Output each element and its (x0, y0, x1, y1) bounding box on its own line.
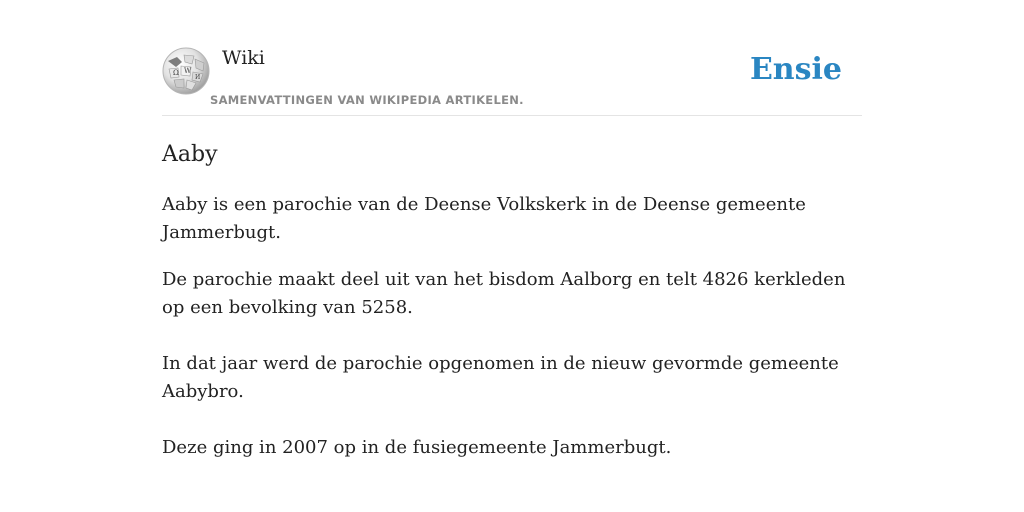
svg-text:W: W (184, 67, 192, 75)
article-paragraph: Deze ging in 2007 op in de fusiegemeente Jammerbugt. (162, 437, 672, 458)
page (162, 0, 862, 462)
article-paragraph: De parochie maakt deel uit van het bisdom Aalborg en telt 4826 kerkleden op een bevolking van 5258. (162, 269, 846, 318)
site-tagline: SAMENVATTINGEN VAN WIKIPEDIA ARTIKELEN. (210, 93, 524, 107)
svg-text:Ω: Ω (173, 69, 179, 77)
ensie-brand-link[interactable]: Ensie (749, 52, 842, 87)
article-paragraph: Aaby is een parochie van de Deense Volkskerk in de Deense gemeente Jammerbugt. (162, 194, 806, 243)
site-name[interactable]: Wiki (222, 47, 265, 69)
article-paragraph: In dat jaar werd de parochie opgenomen in de nieuw gevormde gemeente Aabybro. (162, 353, 839, 402)
article-body (162, 191, 862, 462)
site-header (162, 46, 862, 116)
wikipedia-globe-icon[interactable] (162, 47, 210, 95)
svg-text:И: И (195, 74, 201, 81)
article-title: Aaby (162, 142, 218, 167)
